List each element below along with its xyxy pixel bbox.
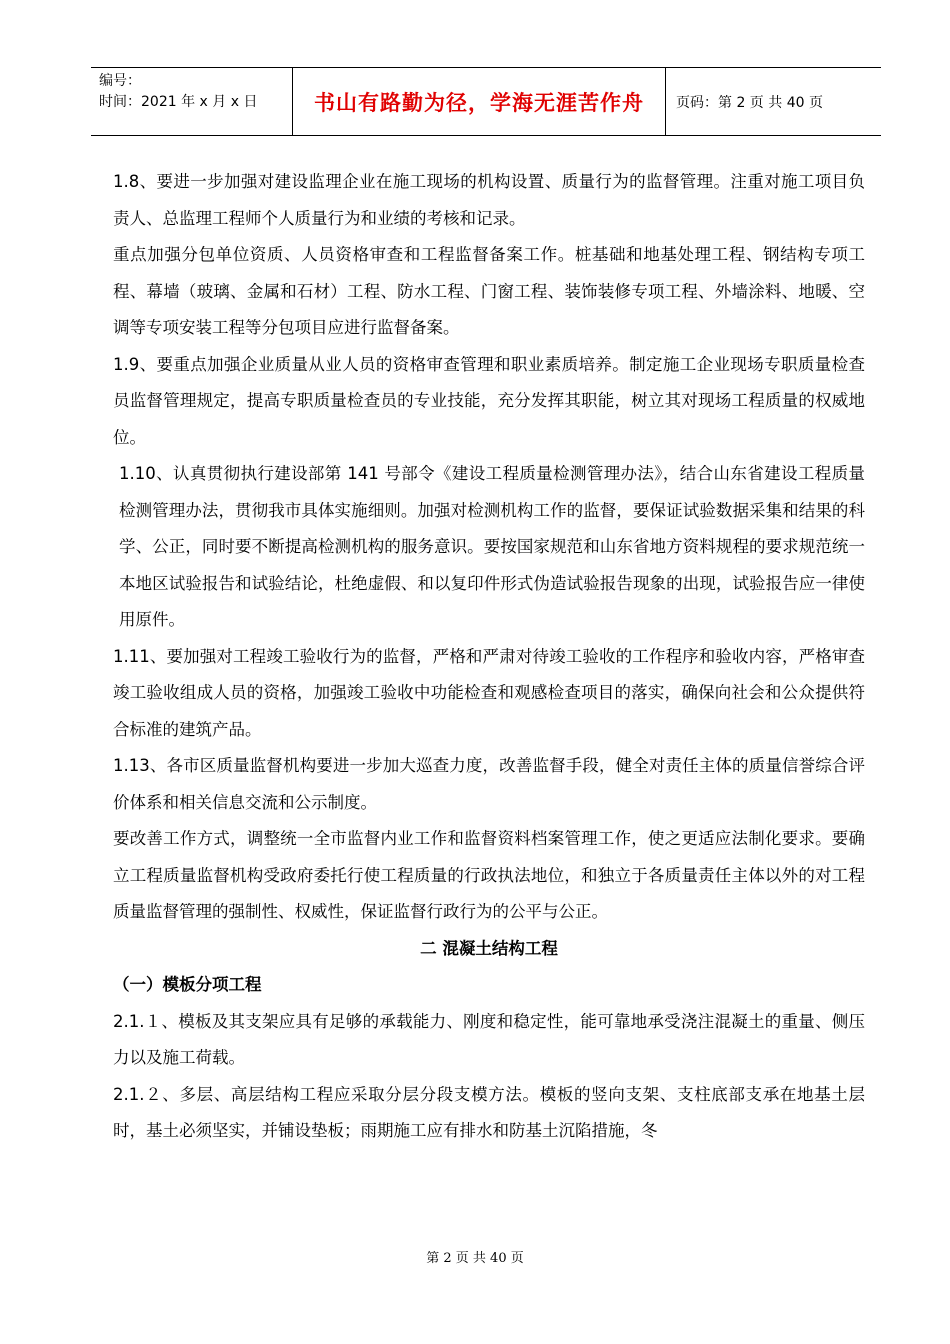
header-motto: 书山有路勤为径，学海无涯苦作舟	[293, 68, 666, 135]
paragraph: 1.8、要进一步加强对建设监理企业在施工现场的机构设置、质量行为的监督管理。注重对施工项目负责人、总监理工程师个人质量行为和业绩的考核和记录。	[113, 172, 865, 228]
sub-section-title: （一）模板分项工程	[113, 975, 262, 994]
paragraph: 2.1.１、模板及其支架应具有足够的承载能力、刚度和稳定性，能可靠地承受浇注混凝土的重量、侧压力以及施工荷载。	[113, 1011, 865, 1067]
serial-label: 编号：	[99, 73, 141, 89]
header-meta	[91, 68, 293, 135]
paragraph: 1.10、认真贯彻执行建设部第 141 号部令《建设工程质量检测管理办法》，结合山东省建设工程质量检测管理办法，贯彻我市具体实施细则。加强对检测机构工作的监督，要保证试验数据采集和结果的科学、公正，同时要不断提高检测机构的服务意识。要按国家规范和山东省地方资料规程的要求规范统一本地区试验报告和试验结论，杜绝虚假、和以复印件形式伪造试验报告现象的出现，试验报告应一律使用原件。	[119, 464, 865, 629]
paragraph: 要改善工作方式，调整统一全市监督内业工作和监督资料档案管理工作，使之更适应法制化要求。要确立工程质量监督机构受政府委托行使工程质量的行政执法地位，和独立于各质量责任主体以外的对工程质量监督管理的强制性、权威性，保证监督行政行为的公平与公正。	[113, 829, 865, 921]
paragraph: 1.13、各市区质量监督机构要进一步加大巡查力度，改善监督手段，健全对责任主体的质量信誉综合评价体系和相关信息交流和公示制度。	[113, 756, 865, 812]
paragraph: 1.9、要重点加强企业质量从业人员的资格审查管理和职业素质培养。制定施工企业现场专职质量检查员监督管理规定，提高专职质量检查员的专业技能，充分发挥其职能，树立其对现场工程质量的权威地位。	[113, 354, 865, 447]
page-footer: 第 2 页 共 40 页	[426, 1251, 524, 1266]
section-title: 二 混凝土结构工程	[420, 938, 558, 958]
page-header	[91, 67, 881, 136]
paragraph: 1.11、要加强对工程竣工验收行为的监督，严格和严肃对待竣工验收的工作程序和验收内容，严格审查竣工验收组成人员的资格，加强竣工验收中功能检查和观感检查项目的落实，确保向社会和公众提供符合标准的建筑产品。	[113, 646, 865, 739]
date-label: 时间：2021 年 x 月 x 日	[99, 94, 258, 110]
document-body	[113, 164, 865, 1150]
header-page-number: 页码：第 2 页 共 40 页	[676, 94, 823, 111]
paragraph: 2.1.２、多层、高层结构工程应采取分层分段支模方法。模板的竖向支架、支柱底部支承在地基土层时，基土必须坚实，并铺设垫板；雨期施工应有排水和防基土沉陷措施，冬	[113, 1084, 865, 1140]
paragraph: 重点加强分包单位资质、人员资格审查和工程监督备案工作。桩基础和地基处理工程、钢结构专项工程、幕墙（玻璃、金属和石材）工程、防水工程、门窗工程、装饰装修专项工程、外墙涂料、地暖、空调等专项安装工程等分包项目应进行监督备案。	[113, 245, 865, 337]
